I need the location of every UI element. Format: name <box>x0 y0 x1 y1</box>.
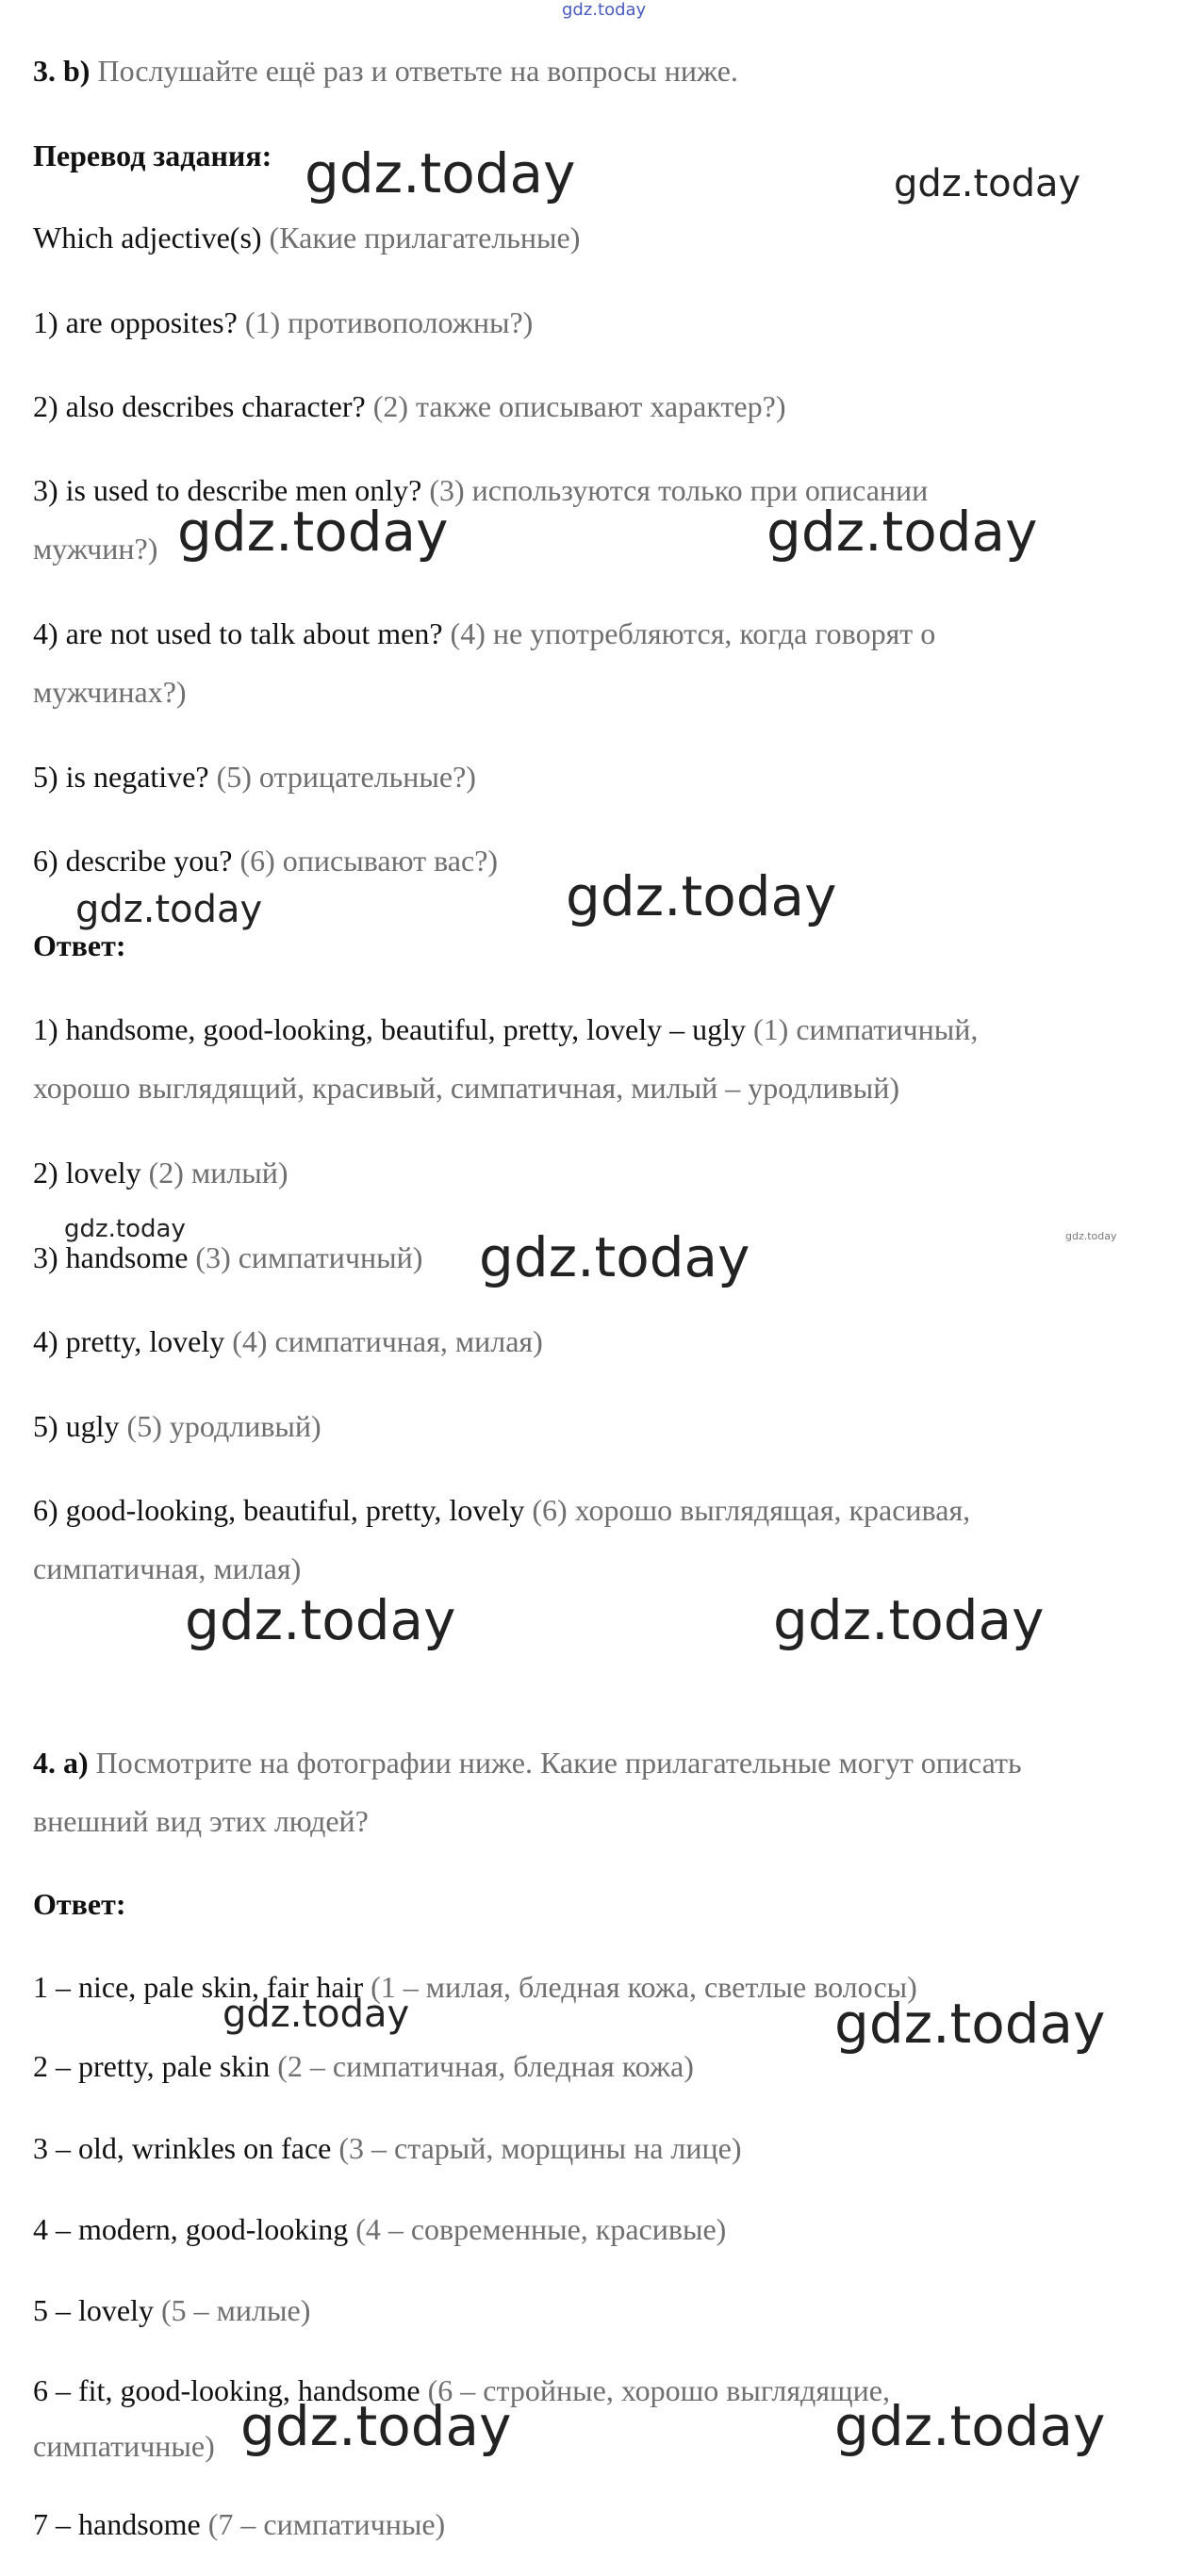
task4a-header <box>33 1744 1022 1781</box>
answer-ru: (4 – современные, красивые) <box>355 2212 727 2246</box>
answer-3 <box>33 1239 422 1276</box>
answer-ru: (7 – симпатичные) <box>207 2507 446 2541</box>
answer-ru: (5) уродливый) <box>126 1409 321 1443</box>
answer-4 <box>33 1322 543 1360</box>
question-3-cont: мужчин?) <box>33 532 158 566</box>
watermark: gdz.today <box>566 864 837 928</box>
answer-en: 1) handsome, good-looking, beautiful, pretty, lovely – ugly <box>33 1012 747 1046</box>
answer-ru: (2 – симпатичная, бледная кожа) <box>277 2049 694 2083</box>
answer-ru: (6) хорошо выглядящая, красивая, <box>532 1493 971 1527</box>
task4a-number: 4. a) <box>33 1746 89 1780</box>
question-en: 6) describe you? <box>33 844 233 878</box>
answer-ru: (5 – милые) <box>160 2293 311 2327</box>
watermark: gdz.today <box>894 162 1081 205</box>
answer-6 <box>33 1491 970 1529</box>
answer-en: 4) pretty, lovely <box>33 1324 225 1358</box>
question-ru: (2) также описывают характер?) <box>372 389 786 423</box>
intro-line <box>33 219 580 256</box>
answer-en: 3 – old, wrinkles on face <box>33 2131 332 2165</box>
question-en: 5) is negative? <box>33 760 209 794</box>
question-ru: (3) используются только при описании <box>429 473 929 507</box>
answer-ru: (3) симпатичный) <box>195 1240 423 1274</box>
answer-en: 6 – fit, good-looking, handsome <box>33 2373 420 2407</box>
answer-ru: (1 – милая, бледная кожа, светлые волосы) <box>371 1970 917 2004</box>
watermark: gdz.today <box>773 1588 1045 1652</box>
watermark: gdz.today <box>834 2394 1106 2458</box>
question-6 <box>33 842 498 879</box>
answer-4a-4 <box>33 2210 726 2248</box>
watermark: gdz.today <box>75 888 263 931</box>
answer-ru: (1) симпатичный, <box>753 1012 979 1046</box>
watermark: gdz.today <box>222 1993 410 2036</box>
answer-2 <box>33 1154 288 1191</box>
answer-ru: (4) симпатичная, милая) <box>232 1324 543 1358</box>
answer-en: 4 – modern, good-looking <box>33 2212 349 2246</box>
answer-ru: (3 – старый, морщины на лице) <box>338 2131 742 2165</box>
answer-4a-5 <box>33 2291 310 2329</box>
watermark: gdz.today <box>479 1225 750 1289</box>
answer-1 <box>33 1010 978 1048</box>
answer-en: 6) good-looking, beautiful, pretty, lovely <box>33 1493 525 1527</box>
question-en: 3) is used to describe men only? <box>33 473 422 507</box>
answer-4a-7 <box>33 2505 445 2543</box>
answer-en: 3) handsome <box>33 1240 189 1274</box>
answer-en: 2 – pretty, pale skin <box>33 2049 271 2083</box>
answer-ru: (2) милый) <box>148 1156 288 1190</box>
answer-1-cont: хорошо выглядящий, красивый, симпатичная, милый – уродливый) <box>33 1071 900 1105</box>
question-4-cont: мужчинах?) <box>33 675 187 709</box>
answer-en: 1 – nice, pale skin, fair hair <box>33 1970 364 2004</box>
question-ru: (1) противоположны?) <box>244 305 534 339</box>
answer-en: 7 – handsome <box>33 2507 201 2541</box>
task3b-number: 3. b) <box>33 54 91 88</box>
watermark: gdz.today <box>305 141 576 205</box>
question-en: 2) also describes character? <box>33 389 366 423</box>
answer-5 <box>33 1407 321 1445</box>
question-5 <box>33 758 476 796</box>
watermark: gdz.today <box>766 500 1038 564</box>
task3b-header <box>33 52 738 90</box>
watermark-top: gdz.today <box>562 0 647 20</box>
watermark: gdz.today <box>185 1588 456 1652</box>
watermark: gdz.today <box>834 1992 1106 2056</box>
task4a-instruction: Посмотрите на фотографии ниже. Какие прилагательные могут описать <box>95 1746 1022 1780</box>
task4a-instruction-cont: внешний вид этих людей? <box>33 1804 369 1838</box>
answer-ru: (6 – стройные, хорошо выглядящие, <box>427 2373 890 2407</box>
answer-4a-1 <box>33 1968 917 2006</box>
watermark: gdz.today <box>1065 1230 1117 1242</box>
answer-heading-3b: Ответ: <box>33 928 126 962</box>
answer-en: 5 – lovely <box>33 2293 154 2327</box>
watermark: gdz.today <box>240 2394 512 2458</box>
question-2 <box>33 387 785 425</box>
answer-heading-4a: Ответ: <box>33 1887 126 1921</box>
watermark: gdz.today <box>177 500 449 564</box>
question-ru: (5) отрицательные?) <box>216 760 476 794</box>
question-en: 4) are not used to talk about men? <box>33 616 443 650</box>
answer-4a-6-cont: симпатичные) <box>33 2429 215 2463</box>
intro-ru: (Какие прилагательные) <box>269 221 581 254</box>
translation-heading: Перевод задания: <box>33 139 272 172</box>
answer-4a-3 <box>33 2129 741 2167</box>
question-en: 1) are opposites? <box>33 305 238 339</box>
watermark: gdz.today <box>64 1215 186 1243</box>
task3b-instruction: Послушайте ещё раз и ответьте на вопросы ниже. <box>97 54 738 88</box>
answer-en: 2) lovely <box>33 1156 141 1190</box>
intro-en: Which adjective(s) <box>33 221 262 254</box>
question-1 <box>33 304 533 341</box>
question-4 <box>33 615 935 652</box>
answer-6-cont: симпатичная, милая) <box>33 1551 302 1585</box>
answer-4a-2 <box>33 2047 694 2085</box>
answer-en: 5) ugly <box>33 1409 120 1443</box>
question-ru: (6) описывают вас?) <box>239 844 499 878</box>
question-ru: (4) не употребляются, когда говорят о <box>450 616 936 650</box>
